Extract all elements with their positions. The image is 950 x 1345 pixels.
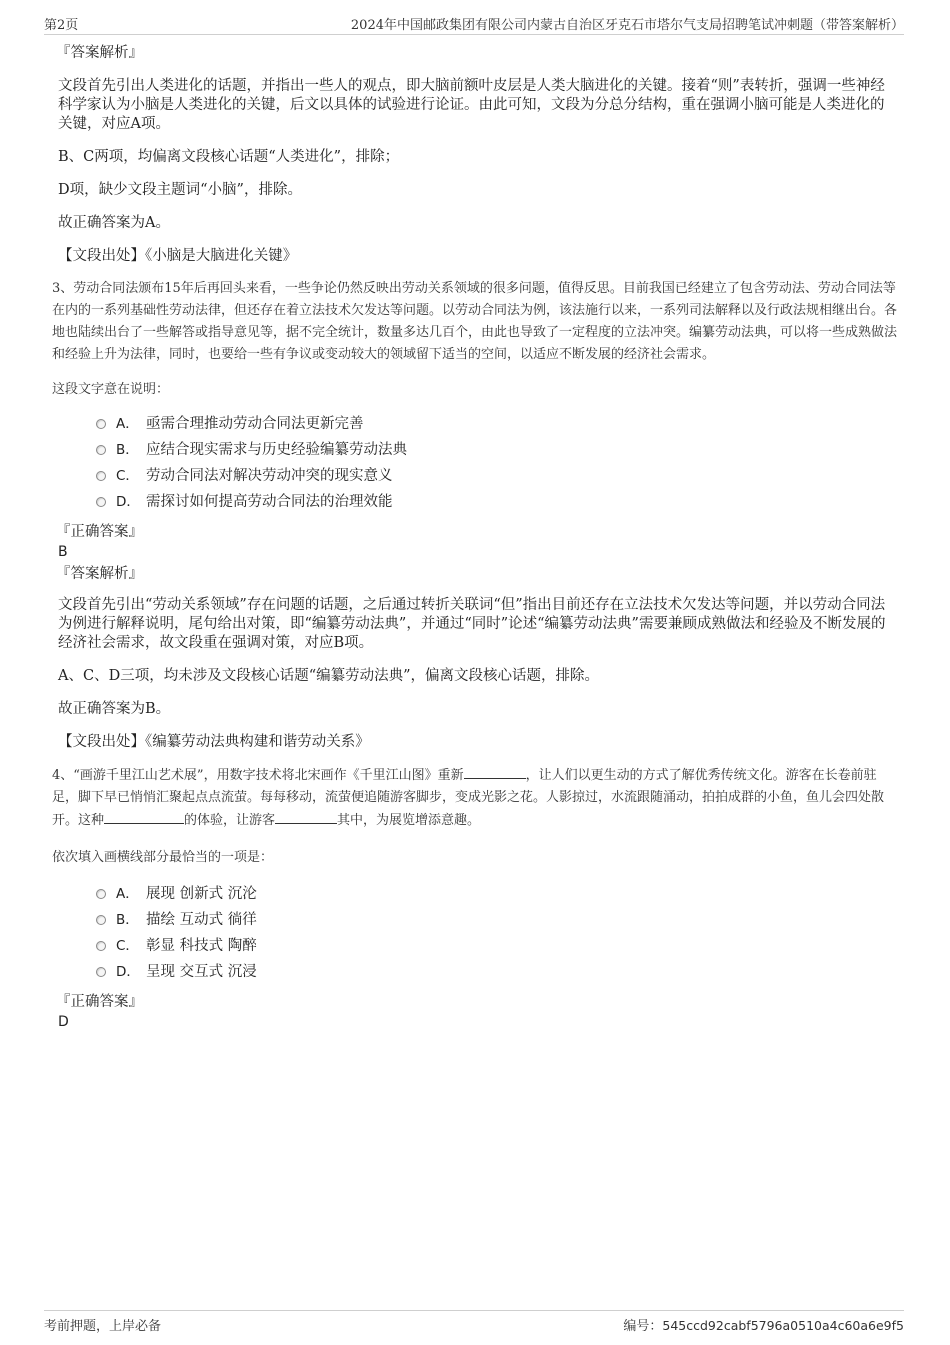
correct-answer: D — [58, 1014, 69, 1030]
option-c[interactable]: C． 彰显 科技式 陶醉 — [96, 933, 898, 959]
option-a[interactable]: A． 展现 创新式 沉沦 — [96, 881, 898, 907]
page-header — [44, 14, 904, 35]
radio-icon[interactable] — [96, 941, 106, 951]
question-4-text: 4、“画游千里江山艺术展”，用数字技术将北宋画作《千里江山图》重新 ，让人们以更生动的方式了解优秀传统文化。游客在长卷前驻足，脚下早已悄悄汇聚起点点流萤。每每移动，流萤便追随游客脚步，变成光影之花。人影掠过，水流跟随涌动，拍拍成群的小鱼，鱼儿会四处散开。这种 的体验，让游客 其中，为展览增添意趣。 — [52, 764, 898, 832]
passage-source: 【文段出处】《小脑是大脑进化关键》 — [58, 248, 298, 264]
radio-icon[interactable] — [96, 419, 106, 429]
option-a[interactable]: A． 亟需合理推动劳动合同法更新完善 — [96, 411, 898, 437]
analysis-paragraph: D项，缺少文段主题词“小脑”，排除。 — [58, 182, 302, 198]
radio-icon[interactable] — [96, 497, 106, 507]
option-b[interactable]: B． 描绘 互动式 徜徉 — [96, 907, 898, 933]
option-c[interactable]: C． 劳动合同法对解决劳动冲突的现实意义 — [96, 463, 898, 489]
question-4-prompt: 依次填入画横线部分最恰当的一项是： — [52, 850, 274, 865]
analysis-conclusion: 故正确答案为A。 — [58, 215, 170, 231]
correct-answer: B — [58, 544, 68, 560]
analysis-paragraph: A、C、D三项，均未涉及文段核心话题“编纂劳动法典”，偏离文段核心话题，排除。 — [58, 668, 600, 684]
option-d[interactable]: D． 呈现 交互式 沉浸 — [96, 959, 898, 985]
fill-blank-1 — [464, 764, 526, 779]
question-4-options — [56, 881, 898, 985]
document-title: 2024年中国邮政集团有限公司内蒙古自治区牙克石市塔尔气支局招聘笔试冲刺题（带答案解析） — [350, 18, 904, 33]
radio-icon[interactable] — [96, 471, 106, 481]
answer-analysis-label: 『答案解析』 — [56, 45, 143, 61]
analysis-paragraph: 文段首先引出人类进化的话题，并指出一些人的观点，即大脑前额叶皮层是人类大脑进化的关键。接着“则”表转折，强调一些神经科学家认为小脑是人类进化的关键，后文以具体的试验进行论证。由此可知，文段为分总分结构，重在强调小脑可能是人类进化的关键，对应A项。 — [58, 78, 885, 132]
radio-icon[interactable] — [96, 967, 106, 977]
question-3-options — [56, 411, 898, 515]
analysis-paragraph: B、C两项，均偏离文段核心话题“人类进化”，排除； — [58, 149, 400, 165]
radio-icon[interactable] — [96, 889, 106, 899]
page-number: 第2页 — [44, 18, 79, 33]
answer-analysis-label: 『答案解析』 — [56, 566, 143, 582]
fill-blank-2 — [104, 809, 184, 824]
footer-slogan: 考前押题，上岸必备 — [44, 1319, 162, 1334]
document-code: 编号：545ccd92cabf5796a0510a4c60a6e9f5 — [623, 1318, 904, 1334]
analysis-conclusion: 故正确答案为B。 — [58, 701, 171, 717]
option-b[interactable]: B． 应结合现实需求与历史经验编纂劳动法典 — [96, 437, 898, 463]
passage-source: 【文段出处】《编纂劳动法典构建和谐劳动关系》 — [58, 734, 370, 750]
fill-blank-3 — [275, 809, 337, 824]
option-d[interactable]: D． 需探讨如何提高劳动合同法的治理效能 — [96, 489, 898, 515]
radio-icon[interactable] — [96, 445, 106, 455]
correct-answer-label: 『正确答案』 — [56, 524, 143, 540]
question-3-prompt: 这段文字意在说明： — [52, 382, 170, 397]
analysis-paragraph: 文段首先引出“劳动关系领域”存在问题的话题，之后通过转折关联词“但”指出目前还存在立法技术欠发达等问题，并以劳动合同法为例进行解释说明，尾句给出对策，即“编纂劳动法典”，并通过“同时”论述“编纂劳动法典”需要兼顾成熟做法和经验及不断发展的经济社会需求，故文段重在强调对策，对应B项。 — [58, 597, 886, 651]
correct-answer-label: 『正确答案』 — [56, 994, 143, 1010]
question-3-text: 3、劳动合同法颁布15年后再回头来看，一些争论仍然反映出劳动关系领域的很多问题，值得反思。目前我国已经建立了包含劳动法、劳动合同法等在内的一系列基础性劳动法律，但还存在着立法技术欠发达等问题。以劳动合同法为例，该法施行以来，一系列司法解释以及行政法规相继出台。各地也陆续出台了一些解答或指导意见等，据不完全统计，数量多达几百个，由此也导致了一定程度的立法冲突。编纂劳动法典，可以将一些成熟做法和经验上升为法律，同时，也要给一些有争议或变动较大的领域留下适当的空间，以适应不断发展的经济社会需求。 — [52, 281, 898, 362]
radio-icon[interactable] — [96, 915, 106, 925]
document-body — [52, 42, 898, 1031]
page-footer — [44, 1310, 904, 1339]
